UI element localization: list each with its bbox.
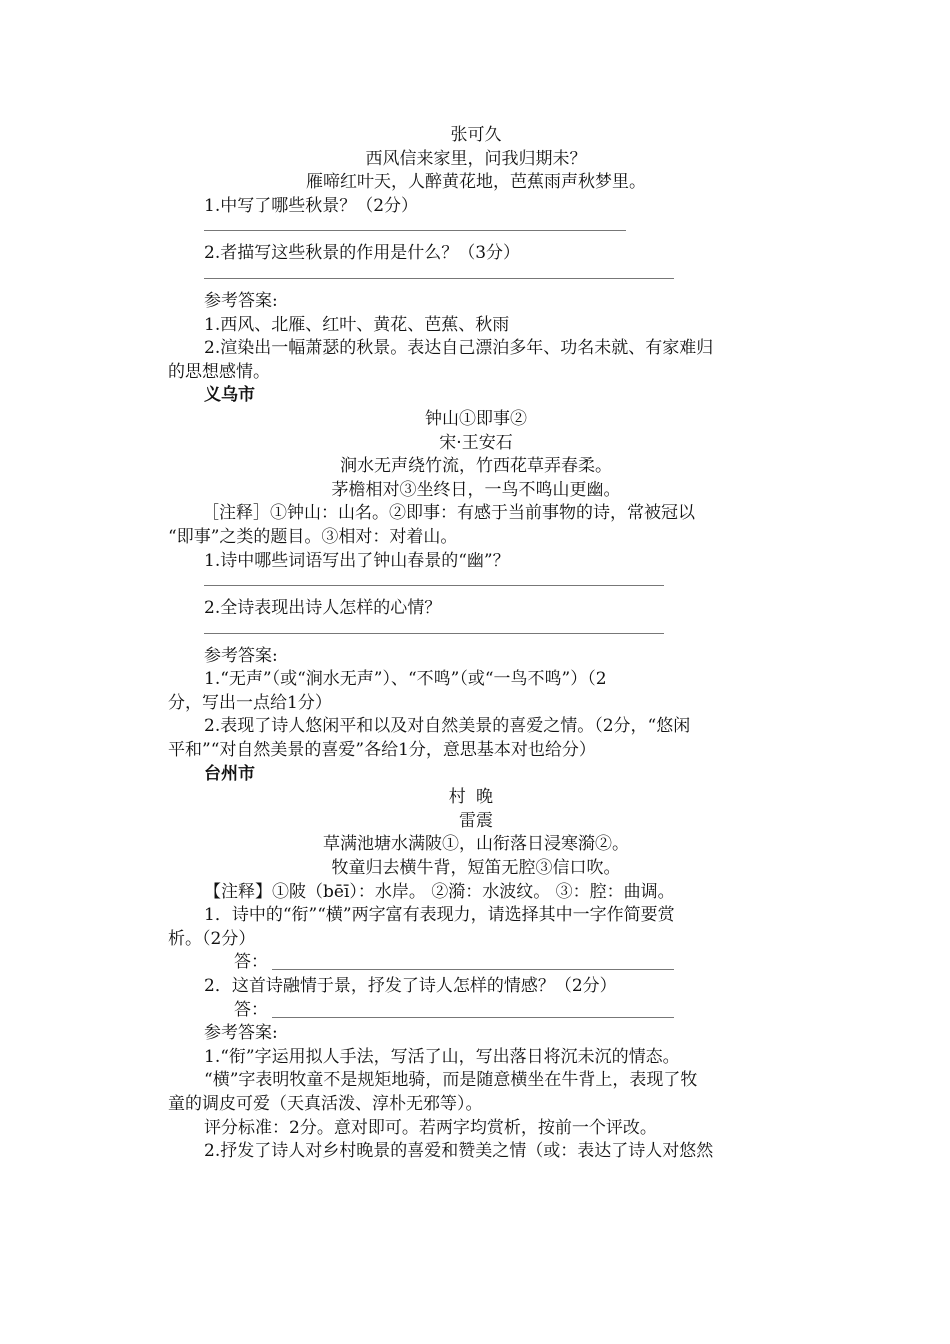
- poem-title: 钟山①即事②: [425, 408, 527, 429]
- question: 2．这首诗融情于景，抒发了诗人怎样的情感？（2分）: [204, 976, 617, 996]
- poem-author: 雷震: [459, 810, 493, 831]
- answer-text: 2.表现了诗人悠闲平和以及对自然美景的喜爱之情。（2分，“悠闲: [204, 716, 691, 737]
- poem-line: 茅檐相对③坐终日，一鸟不鸣山更幽。: [331, 479, 621, 500]
- answer-underline: [272, 969, 674, 970]
- answer-underline: [272, 1017, 674, 1018]
- answer-text: 童的调皮可爱（天真活泼、淳朴无邪等）。: [168, 1093, 483, 1114]
- answer-text: 1.西风、北雁、红叶、黄花、芭蕉、秋雨: [204, 314, 510, 335]
- answer-field[interactable]: [168, 951, 784, 975]
- answer-blank[interactable]: [168, 573, 784, 597]
- poem-line: 牧童归去横牛背，短笛无腔③信口吹。: [331, 858, 621, 879]
- poem-author: 张可久: [450, 125, 502, 145]
- answer-heading: 参考答案:: [204, 1023, 278, 1044]
- answer-underline: [204, 633, 664, 634]
- poem-line: 西风信来家里，问我归期未？: [365, 148, 587, 169]
- poem-line: 涧水无声绕竹流，竹西花草弄春柔。: [340, 456, 612, 477]
- poem-title: 村晚: [448, 787, 504, 808]
- question: 2.者描写这些秋景的作用是什么？（3分）: [204, 243, 521, 264]
- poem-author: 宋·王安石: [439, 432, 513, 453]
- answer-text: 2.抒发了诗人对乡村晚景的喜爱和赞美之情（或：表达了诗人对悠然: [204, 1141, 714, 1162]
- question: 1.诗中哪些词语写出了钟山春景的“幽”？: [204, 550, 510, 571]
- answer-heading: 参考答案:: [204, 645, 278, 666]
- answer-heading: 参考答案:: [204, 290, 278, 311]
- question: 1.中写了哪些秋景？（2分）: [204, 195, 419, 216]
- answer-text: 1.“衔”字运用拟人手法，写活了山，写出落日将沉未沉的情态。: [204, 1046, 680, 1067]
- answer-blank[interactable]: [168, 621, 784, 645]
- answer-field[interactable]: [168, 999, 784, 1023]
- answer-underline: [204, 230, 626, 231]
- question: 2.全诗表现出诗人怎样的心情？: [204, 598, 442, 619]
- answer-underline: [204, 278, 674, 279]
- city-heading: 台州市: [204, 763, 255, 784]
- answer-text: 的思想感情。: [168, 361, 270, 382]
- scoring-note: 评分标准：2分。意对即可。若两字均赏析，按前一个评改。: [204, 1117, 657, 1138]
- poem-line: 雁啼红叶天，人醉黄花地，芭蕉雨声秋梦里。: [306, 172, 646, 193]
- question: 析。（2分）: [168, 928, 256, 949]
- poem-note: 【注释】①陂（bēī）：水岸。 ②漪：水波纹。 ③：腔：曲调。: [204, 881, 675, 902]
- document-content: [168, 124, 784, 1164]
- answer-text: “横”字表明牧童不是规矩地骑，而是随意横坐在牛背上，表现了牧: [204, 1070, 698, 1091]
- answer-text: 1.“无声”（或“涧水无声”）、“不鸣”（或“一鸟不鸣”）（2: [204, 669, 607, 690]
- answer-prefix: 答：: [234, 999, 268, 1020]
- poem-line: 草满池塘水满陂①，山衔落日浸寒漪②。: [323, 834, 629, 855]
- answer-underline: [204, 585, 664, 586]
- question: 1．诗中的“衔”“横”两字富有表现力，请选择其中一字作简要赏: [204, 905, 675, 926]
- answer-text: 2.渲染出一幅萧瑟的秋景。表达自己漂泊多年、功名未就、有家难归: [204, 338, 714, 359]
- answer-prefix: 答：: [234, 952, 268, 973]
- answer-text: 分，写出一点给1分）: [168, 692, 332, 713]
- answer-blank[interactable]: [168, 266, 784, 290]
- answer-text: 平和”“对自然美景的喜爱”各给1分，意思基本对也给分）: [168, 740, 596, 761]
- poem-note: ［注释］①钟山：山名。②即事：有感于当前事物的诗，常被冠以: [202, 503, 695, 524]
- city-heading: 义乌市: [204, 385, 255, 406]
- answer-blank[interactable]: [168, 218, 784, 242]
- poem-note: “即事”之类的题目。③相对：对着山。: [168, 526, 458, 547]
